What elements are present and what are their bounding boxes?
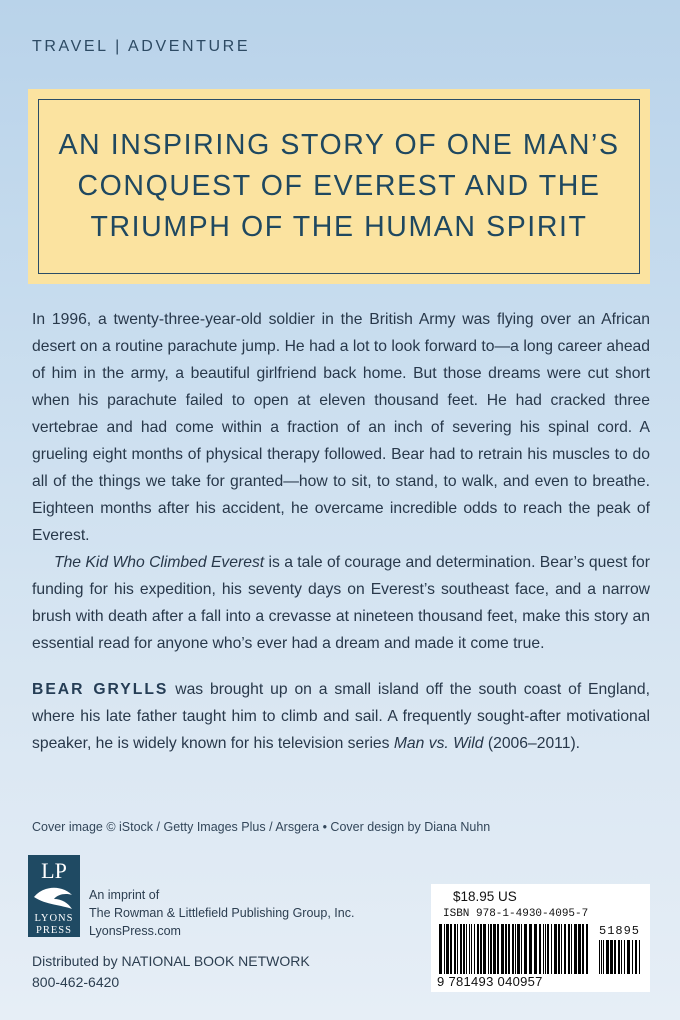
series-title: Man vs. Wild (393, 735, 484, 752)
book-description (32, 306, 650, 657)
barcode-stripe (469, 924, 470, 974)
barcode-stripe (517, 924, 520, 974)
barcode-stripe (618, 940, 620, 974)
distributor-line: Distributed by NATIONAL BOOK NETWORK (32, 953, 310, 969)
imprint-line-1: An imprint of (89, 888, 160, 902)
logo-name-line-2: PRESS (36, 925, 72, 936)
barcode-stripe (568, 924, 570, 974)
barcode-stripe (515, 924, 516, 974)
barcode-stripe (524, 924, 527, 974)
barcode-stripe (558, 924, 560, 974)
barcode-stripe (463, 924, 465, 974)
barcode-stripe (483, 924, 486, 974)
addon-barcode-icon (599, 940, 643, 976)
tagline-box (28, 89, 650, 284)
barcode-stripe (586, 924, 588, 974)
barcode-stripe (501, 924, 504, 974)
barcode-stripe (490, 924, 492, 974)
book-title: The Kid Who Climbed Everest (54, 554, 265, 571)
barcode-stripe (554, 924, 557, 974)
logo-name-line-1: LYONS (34, 913, 74, 924)
barcode-stripe (599, 940, 600, 974)
barcode-stripe (624, 940, 625, 974)
description-paragraph-2 (32, 549, 650, 657)
barcode-stripe (635, 940, 637, 974)
barcode-stripe (632, 940, 633, 974)
imprint-line-2: The Rowman & Littlefield Publishing Group, Inc. (89, 906, 355, 920)
barcode-stripe (446, 924, 449, 974)
description-paragraph-2-text: is a tale of courage and determination. Bear’s quest for funding for his expedition, his seventy days on Everest’s southeast face, and a narrow brush with death after a fall into a crevasse at nineteen thousand feet, make this story an essential read for anyone who’s ever had a dream and made it come true. (32, 554, 650, 652)
barcode-stripe (505, 924, 507, 974)
author-bio (32, 676, 650, 757)
tagline-line-2: CONQUEST OF EVEREST AND THE (77, 170, 601, 202)
barcode-stripe (450, 924, 452, 974)
barcode-stripe (471, 924, 472, 974)
barcode-icon (439, 924, 591, 976)
category-label: TRAVEL | ADVENTURE (32, 38, 251, 55)
bio-text-2: (2006–2011). (483, 735, 581, 752)
tagline-line-1: AN INSPIRING STORY OF ONE MAN’S (58, 129, 620, 161)
barcode-stripe (477, 924, 479, 974)
description-paragraph-1: In 1996, a twenty-three-year-old soldier in the British Army was flying over an African desert on a routine parachute jump. He had a lot to look forward to—a long career ahead of him in the army, a beautiful girlfriend back home. But those dreams were cut short when his parachute failed to open at eleven thousand feet. He had cracked three vertebrae and had come within a fraction of an inch of severing his spinal cord. A grueling eight months of physical therapy followed. Bear had to retrain his muscles to do all of the things we take for granted—how to sit, to stand, to walk, and even to breathe. Eighteen months after his accident, he overcame incredible odds to reach the peak of Everest. (32, 311, 650, 544)
barcode-stripe (547, 924, 549, 974)
distributor-info (32, 951, 310, 993)
cover-credits: Cover image © iStock / Getty Images Plus / Arsgera • Cover design by Diana Nuhn (32, 820, 491, 834)
barcode-stripe (512, 924, 514, 974)
barcode-stripe (493, 924, 496, 974)
barcode-stripe (603, 940, 604, 974)
barcode-stripe (488, 924, 489, 974)
barcode-digits: 9 781493 040957 (437, 974, 543, 989)
barcode-stripe (454, 924, 456, 974)
barcode-stripe (582, 924, 584, 974)
barcode-stripe (545, 924, 546, 974)
barcode-stripe (574, 924, 577, 974)
barcode-stripe (480, 924, 482, 974)
barcode-stripe (521, 924, 522, 974)
barcode-addon-digits: 51895 (599, 924, 641, 938)
barcode-stripe (606, 940, 609, 974)
barcode-stripe (508, 924, 510, 974)
barcode-stripe (578, 924, 581, 974)
barcode-box (431, 884, 650, 992)
barcode-stripe (474, 924, 475, 974)
price: $18.95 US (453, 889, 517, 904)
isbn-text: ISBN 978-1-4930-4095-7 (443, 908, 589, 920)
tagline-line-3: TRIUMPH OF THE HUMAN SPIRIT (90, 211, 588, 243)
barcode-stripe (627, 940, 630, 974)
barcode-stripe (610, 940, 613, 974)
lyons-press-logo (28, 855, 80, 937)
barcode-stripe (460, 924, 462, 974)
barcode-stripe (539, 924, 541, 974)
barcode-stripe (497, 924, 499, 974)
barcode-stripe (639, 940, 640, 974)
author-name: BEAR GRYLLS (32, 681, 169, 698)
distributor-phone: 800-462-6420 (32, 974, 120, 990)
logo-letters: LP (41, 858, 67, 883)
publisher-website: LyonsPress.com (89, 924, 181, 938)
barcode-stripe (457, 924, 458, 974)
barcode-stripe (601, 940, 602, 974)
barcode-stripe (529, 924, 532, 974)
publisher-imprint (89, 886, 354, 940)
barcode-stripe (439, 924, 442, 974)
bio-text-1: was brought up on a small island off the south coast of England, where his late father taught him to climb and sail. A frequently sought-after motivational speaker, he is widely known for his television series (32, 681, 650, 752)
barcode-stripe (466, 924, 467, 974)
barcode-stripe (571, 924, 572, 974)
barcode-stripe (543, 924, 544, 974)
barcode-stripe (621, 940, 622, 974)
barcode-stripe (614, 940, 616, 974)
barcode-stripe (534, 924, 537, 974)
barcode-stripe (444, 924, 445, 974)
barcode-stripe (564, 924, 566, 974)
tagline-frame (38, 99, 640, 274)
barcode-stripe (561, 924, 562, 974)
barcode-stripe (551, 924, 552, 974)
